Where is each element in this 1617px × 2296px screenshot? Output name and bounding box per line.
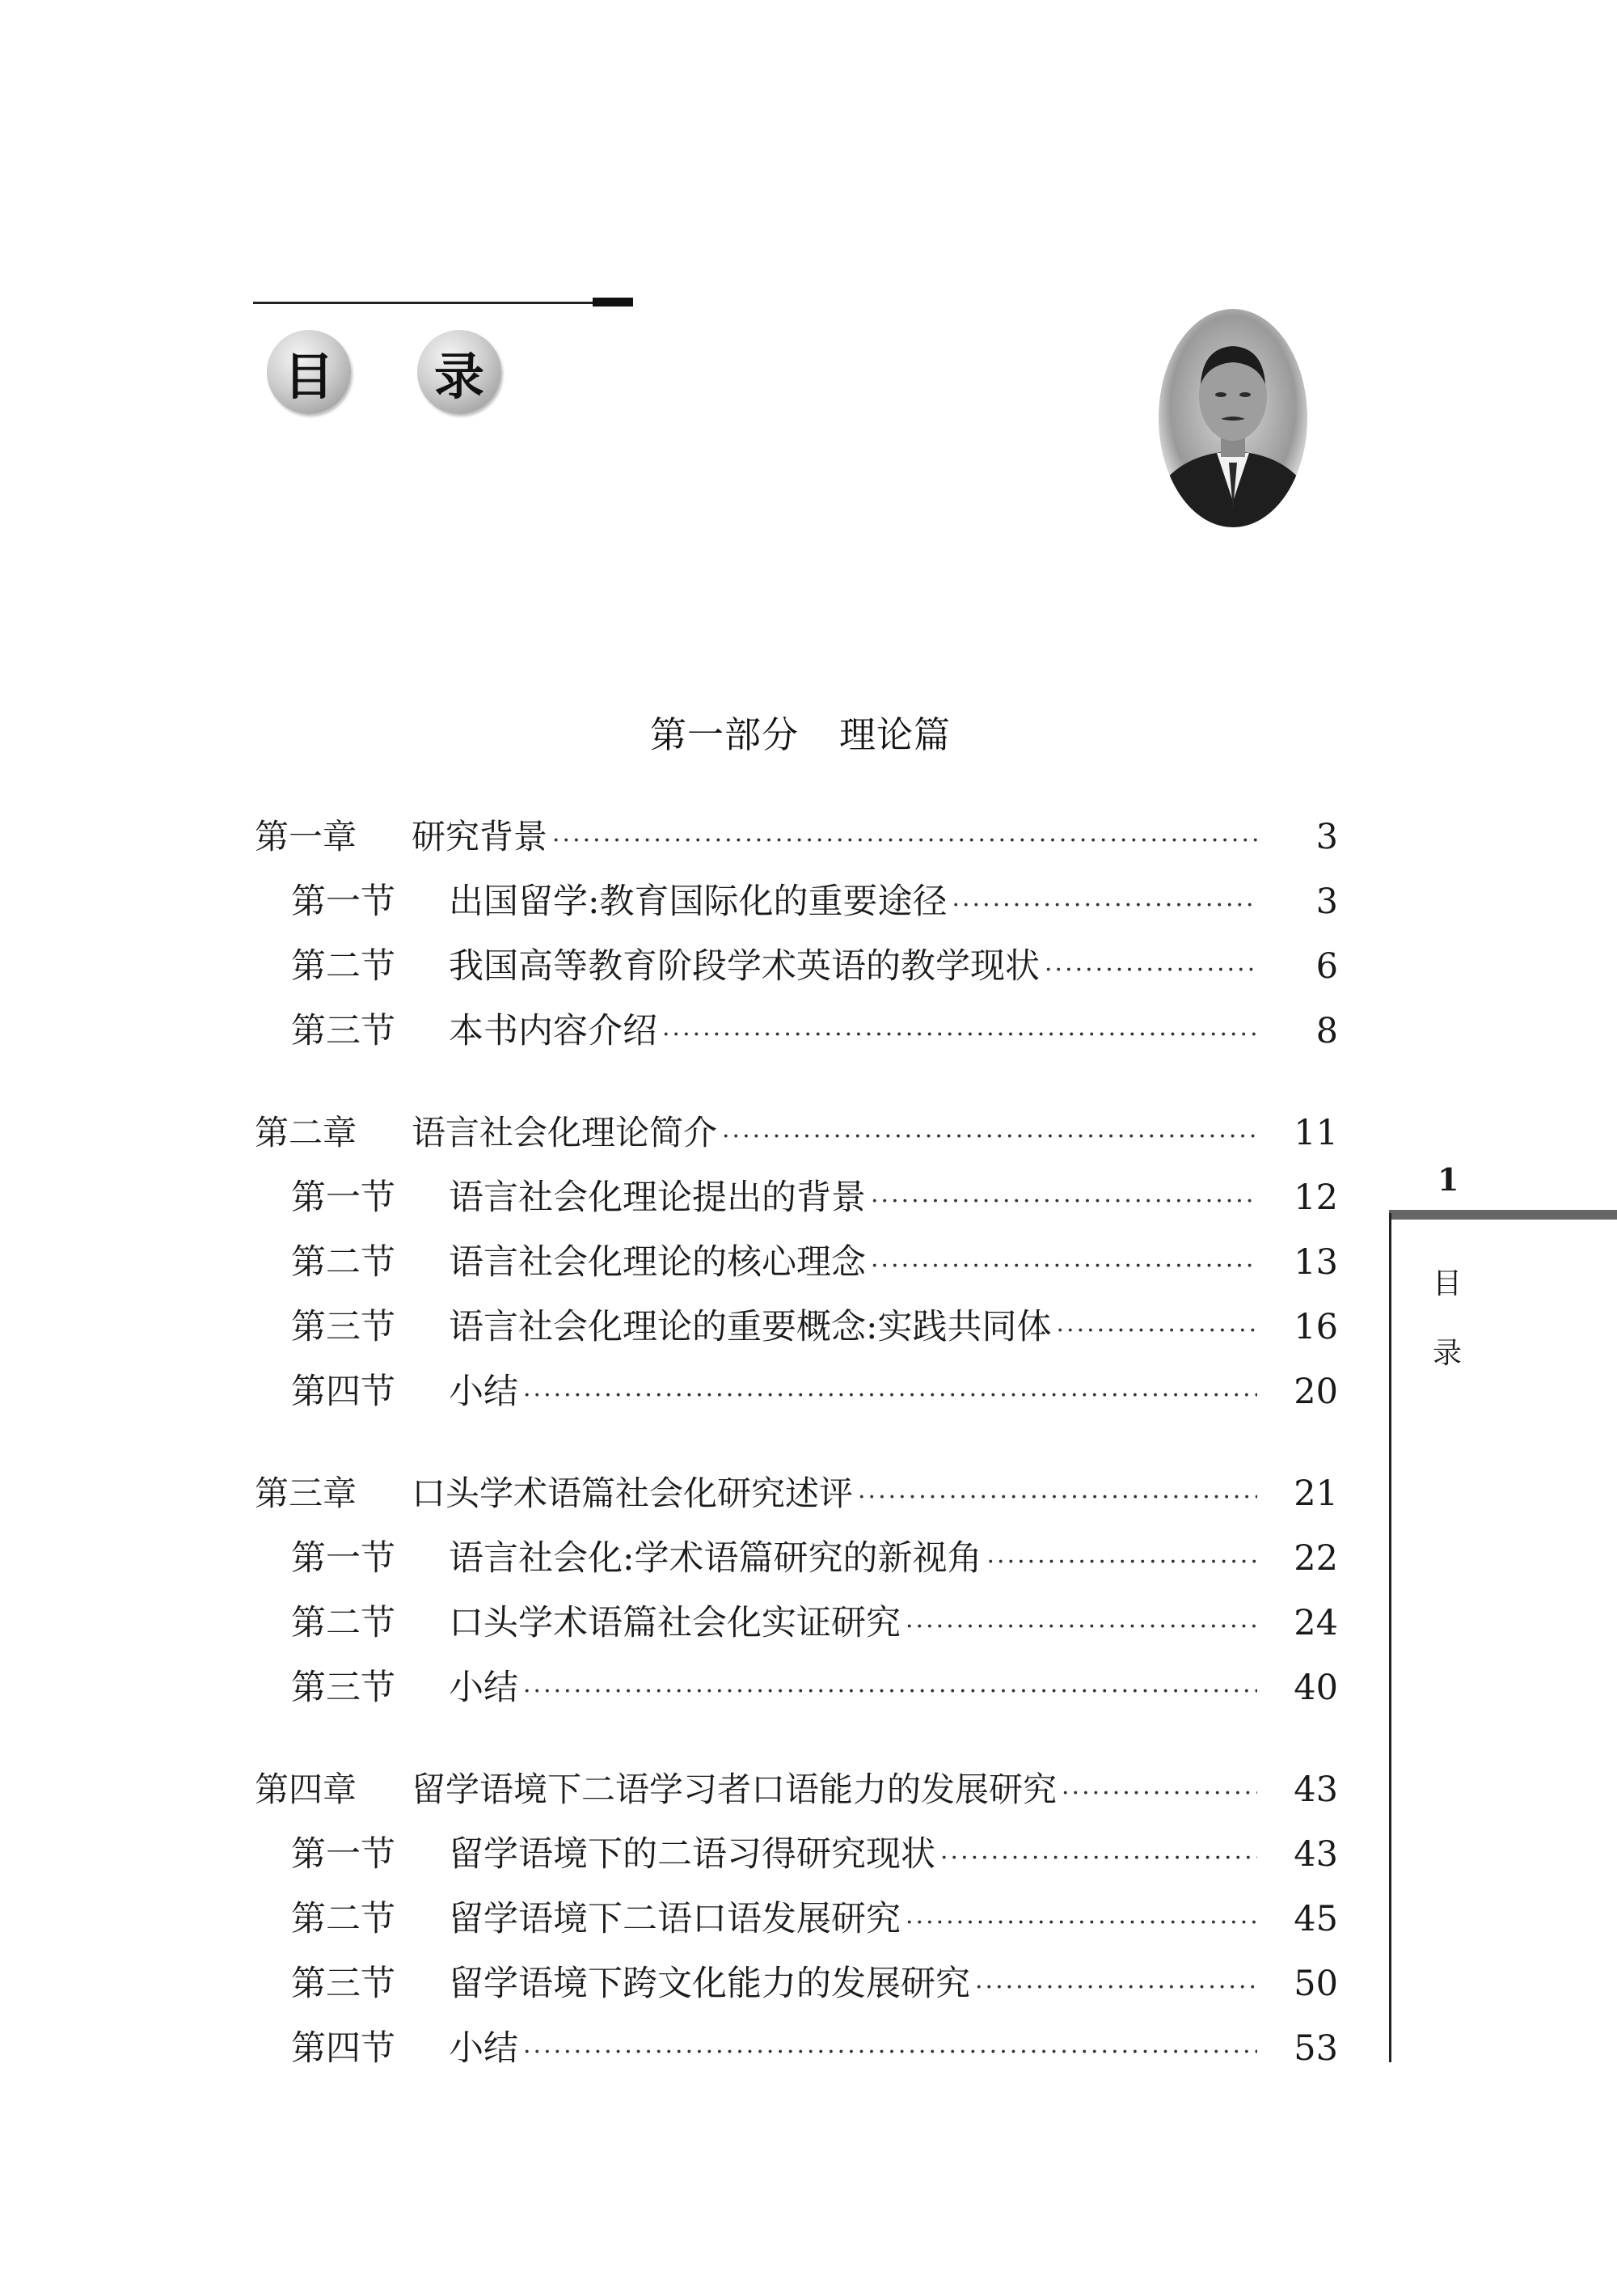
toc-chapter-row[interactable]	[255, 1101, 1338, 1165]
chapter-title: 留学语境下二语学习者口语能力的发展研究	[412, 1770, 1058, 1809]
page-number: 24	[1294, 1603, 1338, 1643]
toc-section-row[interactable]	[255, 1230, 1338, 1295]
toc-section-row[interactable]	[255, 1359, 1338, 1424]
section-title: 小结	[449, 2028, 518, 2069]
toc-section-row[interactable]	[255, 1591, 1338, 1655]
section-title: 小结	[449, 1372, 518, 1412]
section-title: 我国高等教育阶段学术英语的教学现状	[449, 946, 1040, 987]
header-rule-accent	[593, 298, 633, 307]
toc-chapter	[255, 805, 1338, 1063]
folio-page-number: 1	[1438, 1161, 1459, 1198]
page-number: 53	[1294, 2028, 1338, 2069]
section-label: 第三节	[291, 1307, 395, 1347]
leader-dots	[906, 1595, 1257, 1660]
page-number: 12	[1294, 1178, 1338, 1218]
leader-dots	[975, 1956, 1257, 2020]
section-title: 留学语境下跨文化能力的发展研究	[449, 1964, 970, 2004]
section-label: 第二节	[291, 1899, 395, 1939]
toc-section-row[interactable]	[255, 1822, 1338, 1887]
leader-dots	[1057, 1299, 1258, 1364]
side-label-char: 录	[1432, 1337, 1462, 1370]
toc-chapter-row[interactable]	[255, 1757, 1338, 1822]
toc-section-row[interactable]	[255, 869, 1338, 934]
leader-dots	[871, 1169, 1257, 1234]
toc-section-row[interactable]	[255, 2016, 1338, 2081]
page-number: 21	[1294, 1474, 1338, 1514]
section-title: 留学语境下二语口语发展研究	[449, 1899, 901, 1939]
chapter-title: 口头学术语篇社会化研究述评	[412, 1474, 854, 1513]
toc-section-row[interactable]	[255, 1526, 1338, 1591]
chapter-label: 第四章	[255, 1770, 357, 1809]
title-char-badge: 录	[417, 330, 501, 414]
chapter-label: 第一章	[255, 817, 357, 856]
toc-section-row[interactable]	[255, 1655, 1338, 1720]
leader-dots	[906, 1891, 1257, 1956]
header-rule	[253, 302, 593, 304]
side-divider	[1389, 1213, 1391, 2062]
section-label: 第四节	[291, 1372, 395, 1412]
page-title	[267, 330, 501, 414]
page-number: 8	[1315, 1011, 1338, 1051]
toc-section-row[interactable]	[255, 1165, 1338, 1230]
page-number: 3	[1315, 882, 1338, 922]
section-title: 小结	[449, 1668, 518, 1708]
leader-dots	[662, 1003, 1257, 1068]
toc-chapter-row[interactable]	[255, 805, 1338, 869]
page-number: 40	[1294, 1668, 1338, 1708]
section-title: 语言社会化理论的核心理念	[449, 1242, 866, 1283]
section-label: 第四节	[291, 2028, 395, 2069]
section-title: 语言社会化理论的重要概念:实践共同体	[449, 1307, 1052, 1347]
section-label: 第三节	[291, 1011, 395, 1051]
section-label: 第二节	[291, 1603, 395, 1643]
chapter-label: 第三章	[255, 1474, 357, 1513]
side-running-title	[1431, 1249, 1463, 1389]
toc-section-row[interactable]	[255, 1951, 1338, 2016]
toc-section-row[interactable]	[255, 1887, 1338, 1951]
section-title: 语言社会化理论提出的背景	[449, 1178, 866, 1218]
leader-dots	[523, 1364, 1257, 1428]
chapter-title: 研究背景	[412, 817, 548, 856]
leader-dots	[552, 809, 1257, 873]
leader-dots	[952, 873, 1258, 938]
leader-dots	[523, 1660, 1257, 1724]
section-label: 第一节	[291, 882, 395, 922]
toc-chapter-row[interactable]	[255, 1461, 1338, 1526]
section-label: 第二节	[291, 946, 395, 987]
toc-section-row[interactable]	[255, 999, 1338, 1063]
page-number: 20	[1294, 1372, 1338, 1412]
toc-chapter	[255, 1757, 1338, 2081]
leader-dots	[523, 2020, 1257, 2085]
leader-dots	[1062, 1761, 1257, 1826]
title-char-badge: 目	[267, 330, 351, 414]
chapter-label: 第二章	[255, 1113, 357, 1152]
toc-section-row[interactable]	[255, 934, 1338, 999]
section-label: 第三节	[291, 1964, 395, 2004]
section-label: 第二节	[291, 1242, 395, 1283]
toc-chapter	[255, 1461, 1338, 1720]
section-title: 口头学术语篇社会化实证研究	[449, 1603, 901, 1643]
leader-dots	[722, 1105, 1257, 1169]
page-number: 50	[1294, 1964, 1338, 2004]
section-label: 第一节	[291, 1834, 395, 1875]
section-title: 出国留学:教育国际化的重要途径	[449, 882, 948, 922]
toc-chapter	[255, 1101, 1338, 1424]
part-name: 第一部分	[649, 713, 799, 756]
section-label: 第一节	[291, 1538, 395, 1579]
leader-dots	[1045, 938, 1257, 1003]
section-title: 语言社会化:学术语篇研究的新视角	[449, 1538, 982, 1579]
side-tab-bar	[1389, 1210, 1617, 1220]
page-number: 43	[1294, 1770, 1338, 1810]
leader-dots	[987, 1530, 1258, 1595]
part-heading	[0, 705, 1601, 758]
portrait-photo	[1156, 307, 1310, 530]
leader-dots	[871, 1234, 1257, 1299]
part-title-text: 理论篇	[839, 713, 952, 756]
table-of-contents	[255, 805, 1338, 2118]
leader-dots	[940, 1826, 1257, 1891]
toc-section-row[interactable]	[255, 1295, 1338, 1359]
page-number: 45	[1294, 1899, 1338, 1939]
page-number: 3	[1315, 817, 1338, 857]
section-label: 第一节	[291, 1178, 395, 1218]
chapter-title: 语言社会化理论简介	[412, 1113, 718, 1152]
page-number: 43	[1294, 1834, 1338, 1875]
leader-dots	[858, 1465, 1257, 1530]
page-number: 11	[1294, 1113, 1338, 1153]
page-number: 16	[1294, 1307, 1338, 1347]
side-label-char: 目	[1432, 1267, 1462, 1300]
page-number: 13	[1294, 1242, 1338, 1283]
section-title: 留学语境下的二语习得研究现状	[449, 1834, 935, 1875]
section-label: 第三节	[291, 1668, 395, 1708]
page-number: 6	[1315, 946, 1338, 987]
page-number: 22	[1294, 1538, 1338, 1579]
section-title: 本书内容介绍	[449, 1011, 657, 1051]
